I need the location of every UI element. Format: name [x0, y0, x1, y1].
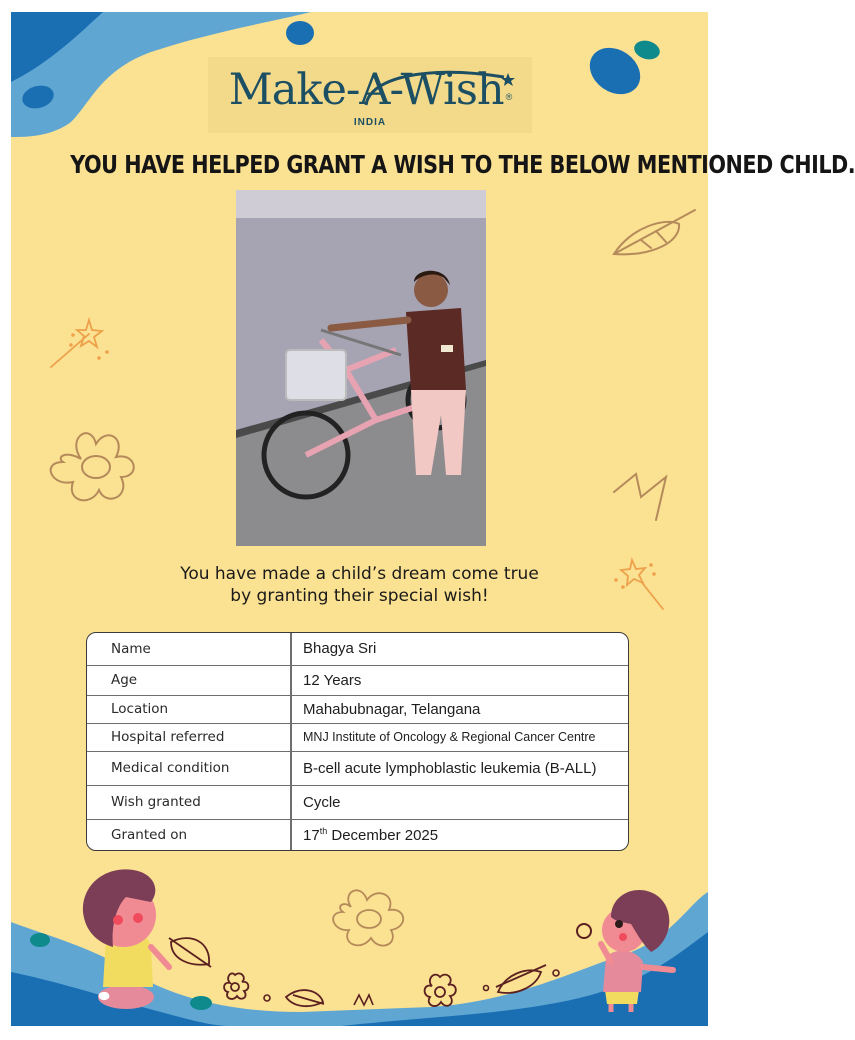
table-row [87, 751, 628, 785]
wish-certificate [11, 12, 855, 1026]
tagline-line-1: You have made a child’s dream come true [180, 564, 539, 584]
photo-illustration [236, 190, 486, 546]
leaf-doodle-icon [614, 210, 695, 254]
flower-doodle-icon-bottom-2 [425, 975, 456, 1006]
bottom-teal-dot-mid [190, 996, 212, 1010]
table-row [87, 819, 628, 850]
row-value-wish-granted: Cycle [291, 785, 628, 819]
small-circle-doodle-3 [553, 970, 559, 976]
top-right-teal-dot [632, 38, 662, 62]
table-row [87, 723, 628, 751]
zigzag-doodle-icon-bottom [354, 995, 373, 1005]
granted-month-year: December 2025 [327, 826, 439, 844]
row-value-medical-condition: B-cell acute lymphoblastic leukemia (B-ALL) [291, 751, 628, 785]
table-row [87, 633, 628, 665]
row-label-medical-condition: Medical condition [87, 751, 291, 785]
headline: YOU HAVE HELPED GRANT A WISH TO THE BELOW MENTIONED CHILD. [70, 150, 855, 179]
table-row [87, 665, 628, 695]
wish-child-photo [236, 190, 486, 546]
row-value-granted-on [291, 819, 628, 850]
flower-doodle-icon-bottom-1 [224, 973, 248, 999]
row-label-name: Name [87, 633, 291, 665]
row-value-location: Mahabubnagar, Telangana [291, 695, 628, 723]
bottom-teal-dot-left [30, 933, 50, 947]
table-row [87, 695, 628, 723]
logo-brand: Make-A-Wish [228, 65, 504, 115]
small-circle-doodle [264, 995, 270, 1001]
tagline-line-2: by granting their special wish! [230, 586, 489, 606]
zigzag-doodle-icon [614, 474, 666, 520]
flower-doodle-icon-bottom-outline [333, 890, 403, 945]
flower-doodle-icon-left [51, 433, 134, 500]
granted-day-suffix: th [319, 825, 328, 836]
row-value-name: Bhagya Sri [291, 633, 628, 665]
logo-country: INDIA [353, 117, 387, 128]
row-label-granted-on: Granted on [87, 819, 291, 850]
make-a-wish-logo [208, 57, 532, 133]
top-dot [286, 21, 314, 45]
leaf-doodle-icon-bottom-mid [286, 990, 324, 1006]
tagline [11, 563, 708, 607]
granted-day: 17 [303, 826, 320, 844]
registered-mark: ® [505, 92, 512, 102]
table-row [87, 785, 628, 819]
row-label-wish-granted: Wish granted [87, 785, 291, 819]
row-label-age: Age [87, 665, 291, 695]
small-circle-doodle-2 [484, 986, 489, 991]
wish-details-table [86, 632, 629, 851]
bubble-doodle [577, 924, 591, 938]
row-label-location: Location [87, 695, 291, 723]
leaf-doodle-icon-bottom-left [169, 938, 211, 967]
row-value-hospital: MNJ Institute of Oncology & Regional Cancer Centre [291, 723, 628, 751]
magic-wand-icon-left [51, 320, 108, 367]
row-value-age: 12 Years [291, 665, 628, 695]
row-label-hospital: Hospital referred [87, 723, 291, 751]
